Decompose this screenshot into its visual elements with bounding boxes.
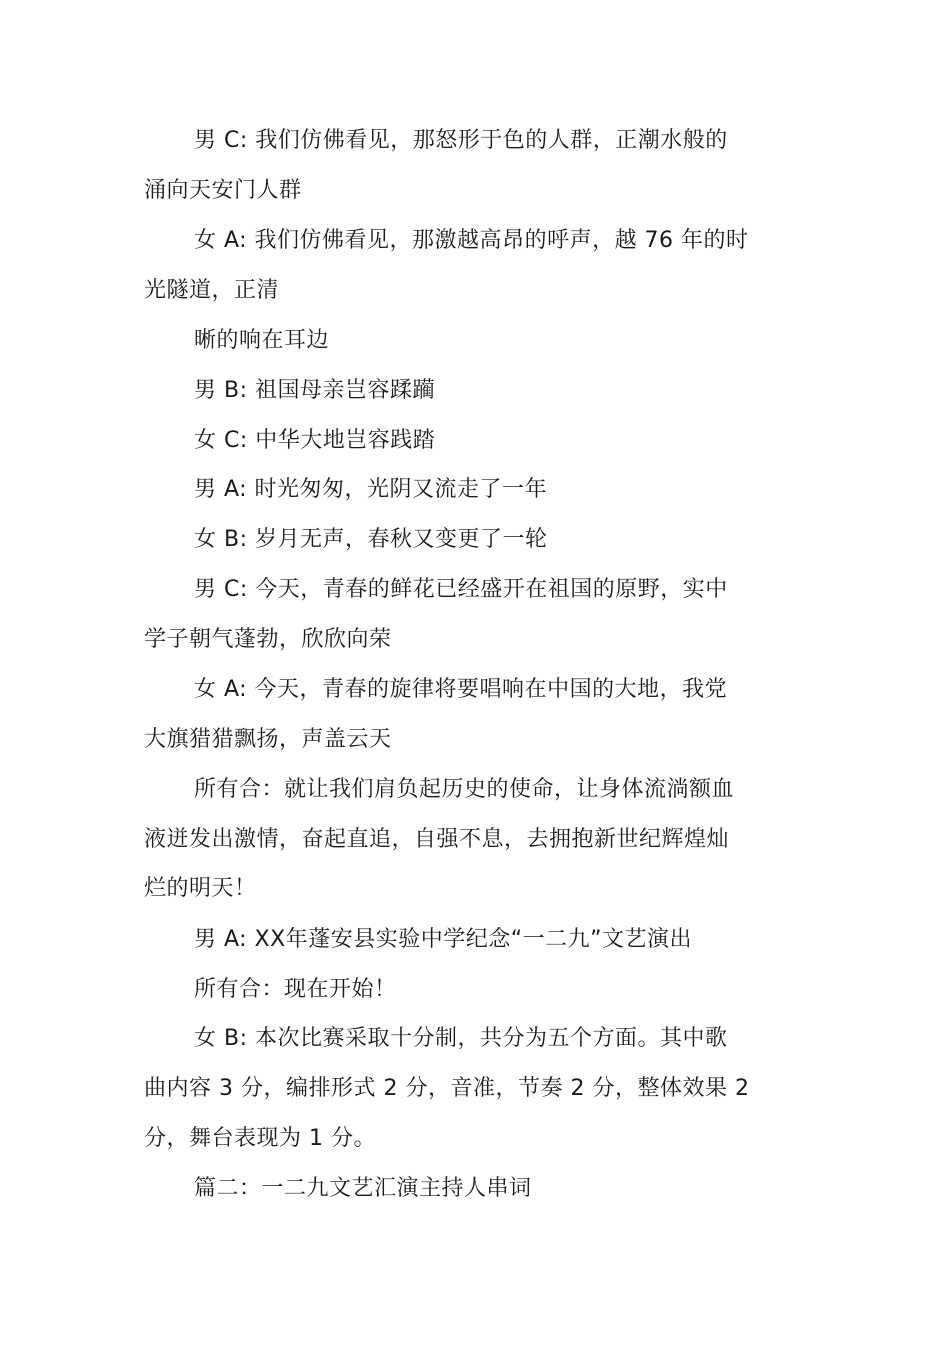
paragraph-line: 大旗猎猎飘扬，声盖云天 — [144, 727, 392, 752]
paragraph-line: 所有合：就让我们肩负起历史的使命，让身体流淌额血 — [194, 777, 735, 802]
paragraph-line: 分，舞台表现为 1 分。 — [144, 1126, 376, 1151]
paragraph-line: 男 A: XX年蓬安县实验中学纪念“一二九”文艺演出 — [194, 927, 693, 952]
paragraph-line: 女 A: 我们仿佛看见，那激越高昂的呼声，越 76 年的时 — [194, 228, 749, 253]
section-heading: 篇二：一二九文艺汇演主持人串词 — [194, 1176, 532, 1201]
paragraph-line: 光隧道，正清 — [144, 278, 280, 303]
paragraph-line: 所有合：现在开始！ — [194, 977, 397, 1002]
paragraph-line: 女 B: 本次比赛采取十分制，共分为五个方面。其中歌 — [194, 1026, 728, 1051]
paragraph-line: 曲内容 3 分，编排形式 2 分，音准，节奏 2 分，整体效果 2 — [144, 1076, 750, 1101]
paragraph-line: 女 A: 今天，青春的旋律将要唱响在中国的大地，我党 — [194, 677, 728, 702]
paragraph-line: 学子朝气蓬勃，欣欣向荣 — [144, 627, 392, 652]
paragraph-line: 液迸发出激情，奋起直追，自强不息，去拥抱新世纪辉煌灿 — [144, 827, 730, 852]
paragraph-line: 女 B: 岁月无声，春秋又变更了一轮 — [194, 527, 548, 552]
paragraph-line: 男 C: 我们仿佛看见，那怒形于色的人群，正潮水般的 — [194, 128, 728, 153]
paragraph-line: 男 C: 今天，青春的鲜花已经盛开在祖国的原野，实中 — [194, 577, 728, 602]
paragraph-line: 烂的明天！ — [144, 876, 257, 901]
paragraph-line: 男 B: 祖国母亲岂容蹂躏 — [194, 378, 435, 403]
paragraph-line: 晰的响在耳边 — [194, 328, 330, 353]
paragraph-line: 男 A: 时光匆匆，光阴又流走了一年 — [194, 477, 548, 502]
paragraph-line: 涌向天安门人群 — [144, 178, 302, 203]
paragraph-line: 女 C: 中华大地岂容践踏 — [194, 428, 436, 453]
